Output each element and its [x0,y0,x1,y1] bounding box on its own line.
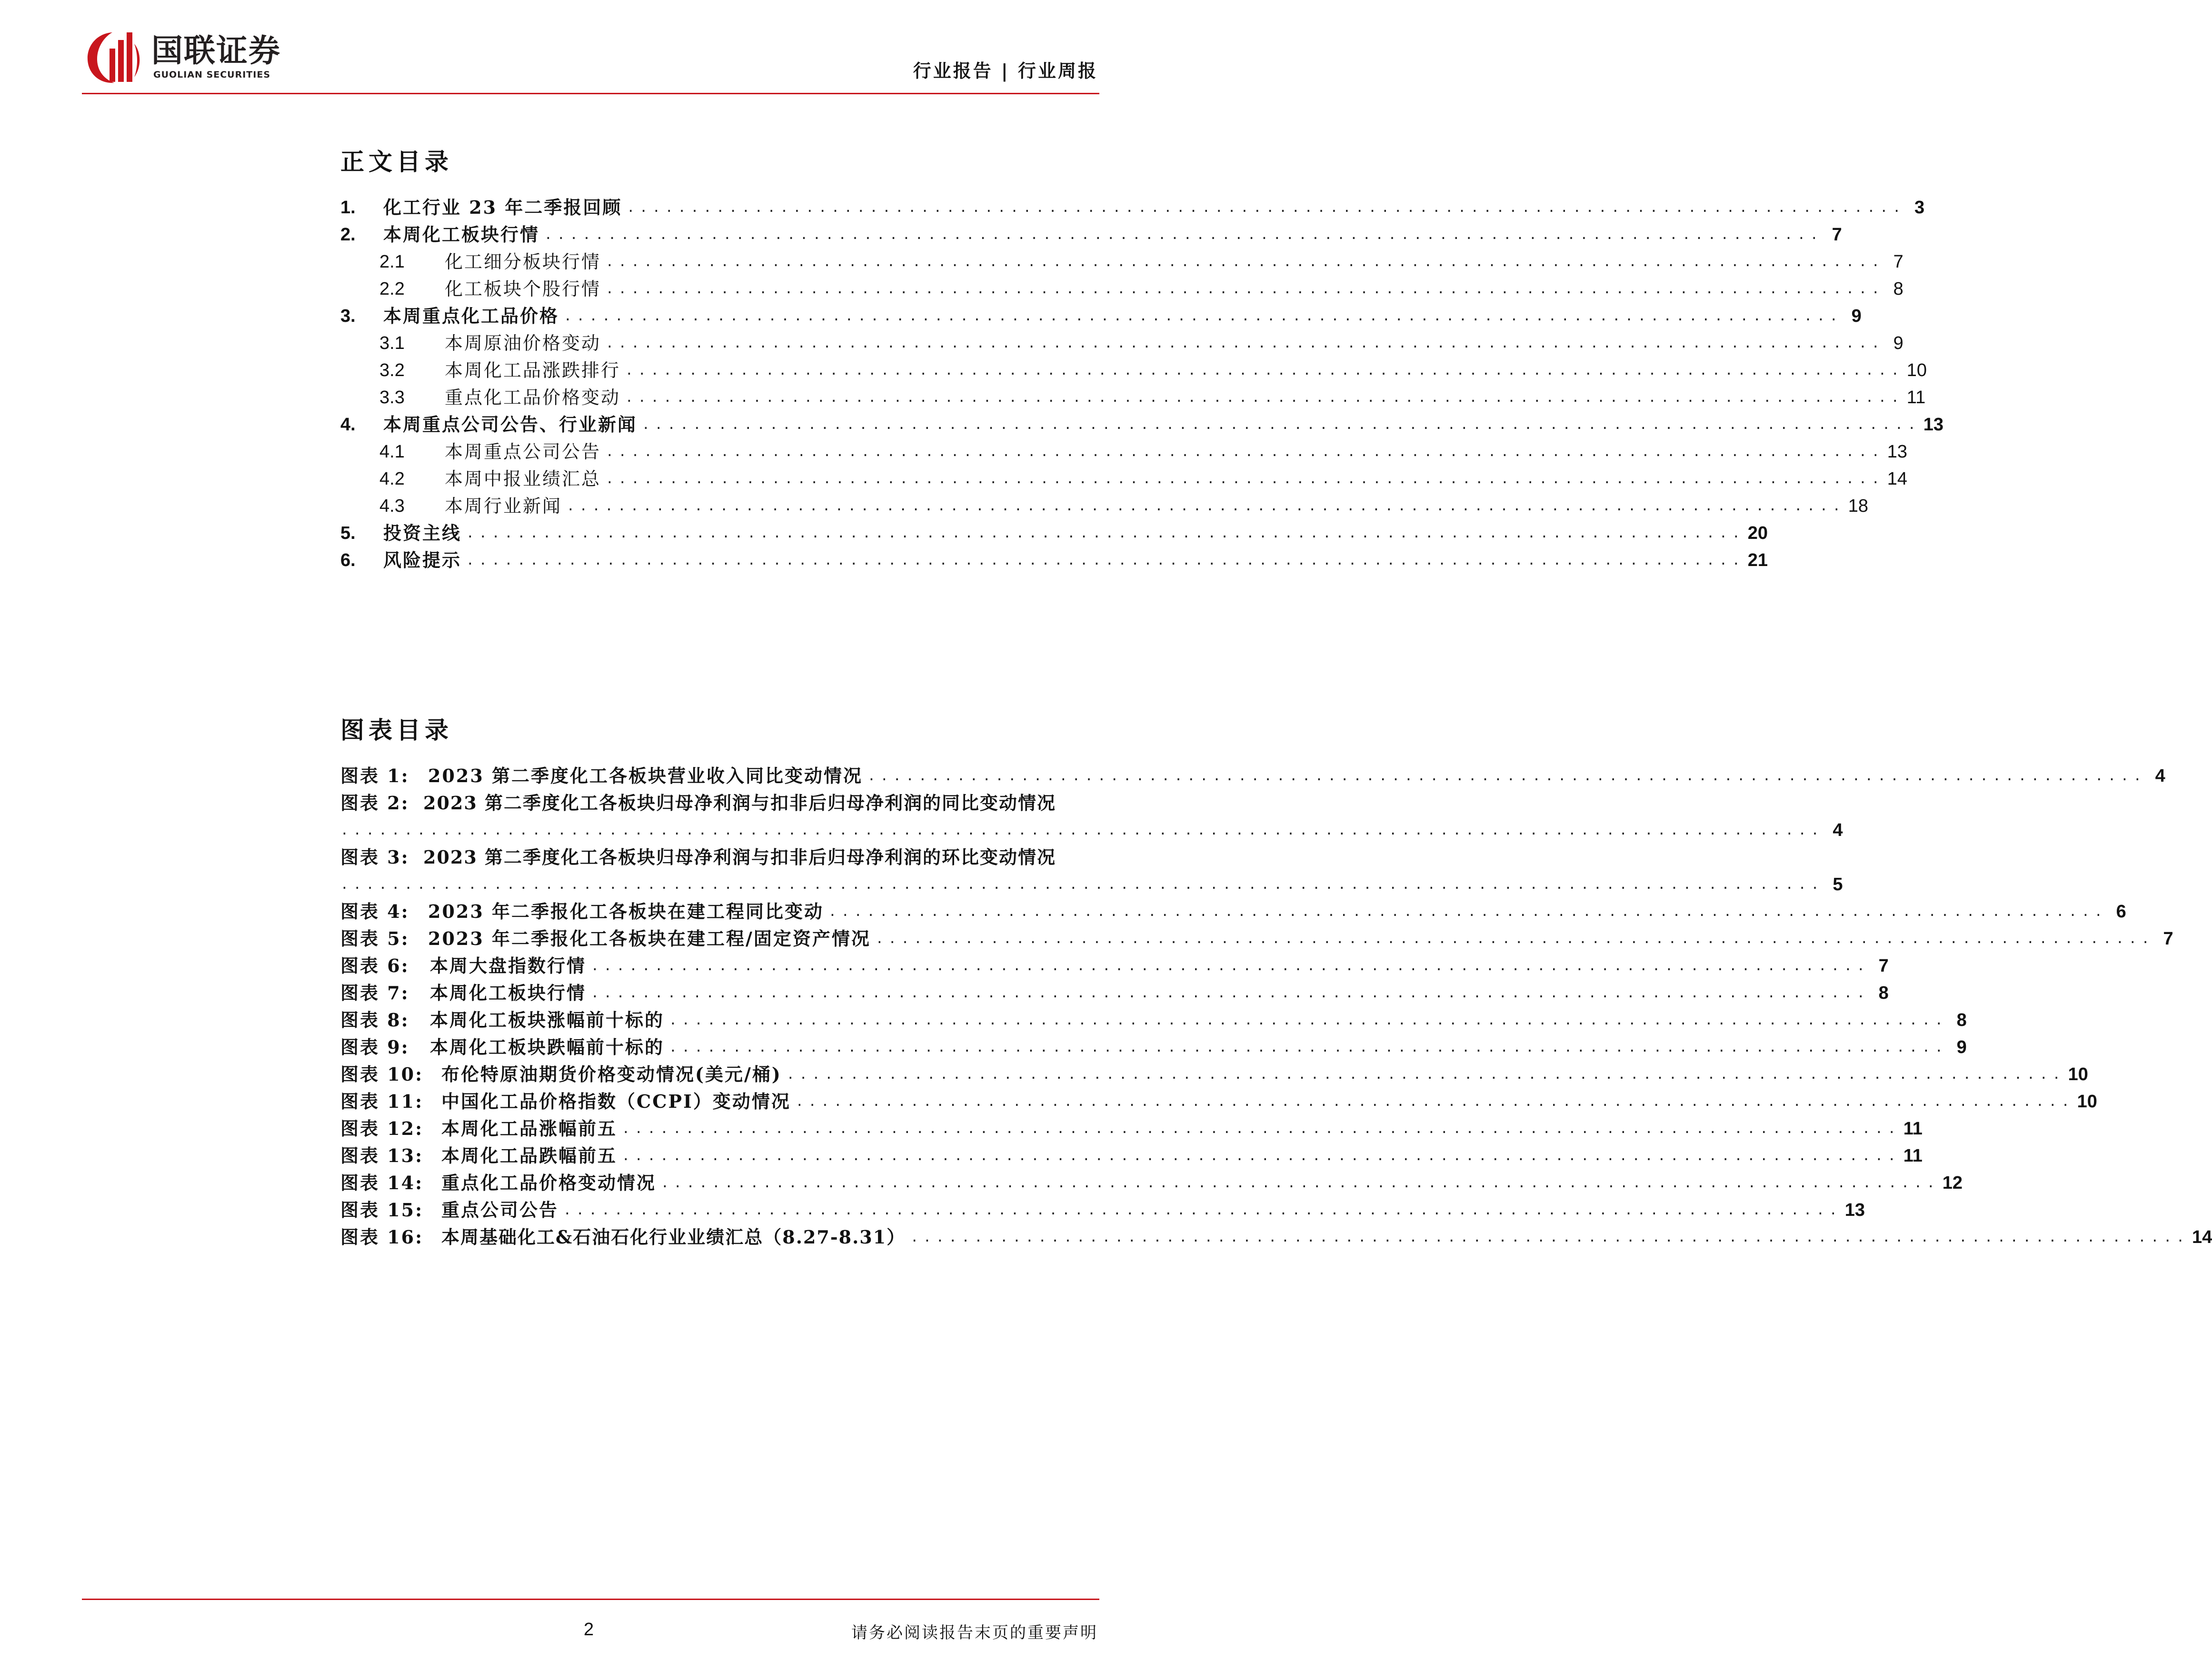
toc-item-label: 化工行业 23 年二季报回顾 [383,197,622,218]
logo-mark-icon [85,30,143,86]
figure-item-label: 本周化工板块涨幅前十标的 [430,1009,665,1031]
figure-item-label: 本周化工品跌幅前五 [441,1145,618,1166]
dot-leader: .................................................................................................... [544,227,1823,242]
figure-item-page: 14 [2192,1227,2212,1247]
figure-item[interactable] [340,898,2126,925]
toc-item[interactable] [340,194,1925,221]
figure-item[interactable] [340,790,1102,816]
toc-item-page: 7 [1893,252,1903,272]
dot-leader: .................................................................................................... [786,1066,2065,1082]
toc-item-page: 7 [1832,225,1842,245]
figure-item-label: 2023 年二季报化工各板块在建工程同比变动 [428,901,824,922]
figure-item-page: 12 [1942,1173,1963,1193]
figure-item-tag: 图表 2: [340,792,409,814]
figure-item[interactable] [340,1224,2212,1251]
dot-leader: .................................................................................................... [625,389,1904,405]
figure-item-label: 重点公司公告 [441,1199,559,1221]
figure-item-tag: 图表 7: [340,982,409,1004]
toc-item-label: 本周原油价格变动 [445,333,601,354]
dot-leader: .................................................................................................... [661,1175,1940,1191]
toc-item-page: 14 [1887,469,1908,489]
toc-subitem[interactable] [379,249,1903,275]
toc-item-page: 9 [1851,306,1862,326]
figure-item-label: 本周大盘指数行情 [430,955,587,976]
company-logo [85,30,304,87]
figure-item-continuation[interactable] [340,871,1843,898]
figure-item[interactable] [340,1034,1967,1061]
toc-item[interactable] [340,303,1862,329]
dot-leader: .................................................................................................... [867,768,2146,784]
figure-item-label: 本周化工板块跌幅前十标的 [430,1036,665,1058]
toc-item-number: 2.2 [379,279,405,299]
figure-item-page: 11 [1903,1146,1923,1166]
figure-item-tag: 图表 13: [340,1145,424,1166]
dot-leader: .................................................................................................... [591,985,1870,1001]
toc-item-number: 1. [340,198,356,218]
figure-item-label: 本周化工板块行情 [430,982,587,1004]
dot-leader: .................................................................................................... [622,1148,1901,1163]
dot-leader: .................................................................................................... [606,254,1884,269]
toc-item-label: 本周行业新闻 [445,496,562,517]
toc-item-number: 4.1 [379,442,405,462]
dot-leader: .................................................................................................... [606,335,1884,351]
figure-item-label: 重点化工品价格变动情况 [441,1172,657,1193]
figure-item[interactable] [340,953,1889,979]
dot-leader: .................................................................................................... [669,1012,1948,1028]
figure-item-tag: 图表 16: [340,1226,424,1248]
toc-item-page: 20 [1747,523,1768,543]
dot-leader: .................................................................................................... [627,199,1906,215]
contents-title: 正文目录 [340,148,453,176]
figure-item-tag: 图表 1: [340,765,409,786]
toc-item-label: 本周重点化工品价格 [383,305,559,327]
dot-leader: .................................................................................................... [910,1229,2189,1245]
toc-item-number: 3.3 [379,388,405,408]
figure-item-tag: 图表 10: [340,1064,424,1085]
figure-item-tag: 图表 14: [340,1172,424,1193]
toc-item[interactable] [340,520,1768,547]
figure-item[interactable] [340,980,1889,1006]
figure-item-page: 7 [1878,956,1889,976]
figure-item[interactable] [340,763,2165,789]
toc-item[interactable] [340,547,1768,574]
dot-leader: .................................................................................................... [669,1039,1948,1055]
dot-leader: .................................................................................................... [625,362,1904,378]
figure-item-tag: 图表 5: [340,928,409,949]
figure-item[interactable] [340,1007,1967,1034]
toc-item[interactable] [340,221,1842,248]
toc-item-label: 本周中报业绩汇总 [445,468,601,489]
toc-item[interactable] [340,411,1944,438]
figure-item-tag: 图表 3: [340,846,409,868]
figure-item-label: 2023 第二季度化工各板块归母净利润与扣非后归母净利润的同比变动情况 [423,792,1056,814]
figure-item-tag: 图表 4: [340,901,409,922]
figure-item-label: 2023 年二季报化工各板块在建工程/固定资产情况 [428,928,871,949]
figure-item[interactable] [340,1143,1923,1169]
figure-item[interactable] [340,1197,1865,1223]
figure-item-page: 8 [1878,983,1889,1003]
figure-item-label: 布伦特原油期货价格变动情况(美元/桶) [441,1064,782,1085]
toc-item-page: 3 [1914,198,1925,218]
dot-leader: .................................................................................................... [466,552,1745,568]
report-type-label: 行业报告 | 行业周报 [913,60,1098,81]
toc-item-label: 风险提示 [383,549,462,571]
figure-item-page: 10 [2068,1064,2088,1084]
toc-item-label: 本周化工板块行情 [383,224,540,245]
toc-subitem[interactable] [379,276,1903,302]
toc-subitem[interactable] [379,493,1869,519]
figure-item-page: 9 [1956,1037,1967,1057]
dot-leader: .................................................................................................... [606,471,1884,487]
toc-item-label: 本周化工品涨跌排行 [445,360,621,381]
figure-item[interactable] [340,1115,1923,1142]
figures-title: 图表目录 [340,716,453,744]
header-divider [82,93,1099,94]
dot-leader: .................................................................................................... [563,1202,1842,1218]
figure-item-tag: 图表 15: [340,1199,424,1221]
figure-item-label: 本周基础化工&石油石化行业业绩汇总（8.27-8.31） [441,1226,906,1248]
figure-item-page: 10 [2077,1092,2097,1112]
dot-leader: .................................................................................................... [567,498,1845,514]
logo-text-cn: 国联证券 [151,32,281,69]
dot-leader: .................................................................................................... [564,308,1843,324]
toc-item-page: 13 [1923,415,1944,435]
toc-subitem[interactable] [379,357,1927,384]
figure-item-page: 8 [1956,1010,1967,1030]
toc-item-number: 4. [340,415,356,435]
toc-subitem[interactable] [379,438,1908,465]
toc-item-label: 本周重点公司公告、行业新闻 [383,414,638,435]
toc-item-number: 6. [340,550,356,570]
dot-leader: .................................................................................................................... [340,876,1824,892]
toc-item-page: 9 [1893,333,1903,353]
toc-item-label: 化工板块个股行情 [445,278,601,299]
figure-item[interactable] [340,1170,1963,1196]
toc-item-page: 18 [1848,496,1869,516]
toc-item-number: 4.3 [379,496,405,516]
figure-item-label: 2023 第二季度化工各板块归母净利润与扣非后归母净利润的环比变动情况 [423,846,1056,868]
toc-item-label: 本周重点公司公告 [445,441,601,462]
dot-leader: .................................................................................................... [795,1093,2074,1109]
figure-item[interactable] [340,844,1102,871]
figure-item-continuation[interactable] [340,817,1843,844]
figure-item-tag: 图表 12: [340,1118,424,1139]
figure-item-page: 4 [2155,766,2165,786]
toc-item-page: 13 [1887,442,1908,462]
figure-item-page: 11 [1903,1119,1923,1139]
figure-item-page: 6 [2116,902,2126,922]
figure-item[interactable] [340,1088,2097,1115]
dot-leader: .................................................................................................................... [340,822,1824,838]
figure-item-tag: 图表 11: [340,1091,424,1112]
figure-item-tag: 图表 8: [340,1009,409,1031]
toc-item-number: 4.2 [379,469,405,489]
figure-item-page: 7 [2163,929,2173,949]
footer-divider [82,1599,1099,1600]
toc-item-number: 2.1 [379,252,405,272]
toc-item-page: 11 [1906,388,1926,408]
toc-item-label: 化工细分板块行情 [445,251,601,272]
dot-leader: .................................................................................................... [828,904,2107,919]
toc-item-number: 3.1 [379,333,405,353]
dot-leader: .................................................................................................... [606,444,1884,459]
toc-subitem[interactable] [379,330,1903,357]
figure-item-tag: 图表 9: [340,1036,409,1058]
dot-leader: .................................................................................................... [466,525,1745,541]
toc-item-page: 21 [1747,550,1768,570]
toc-item-number: 3.2 [379,360,405,380]
page-number: 2 [584,1620,594,1640]
toc-item-number: 2. [340,225,356,245]
dot-leader: .................................................................................................... [606,281,1884,297]
dot-leader: .................................................................................................... [591,958,1870,974]
toc-item-page: 8 [1893,279,1903,299]
figure-item-label: 2023 第二季度化工各板块营业收入同比变动情况 [428,765,863,786]
toc-subitem[interactable] [379,384,1926,411]
figure-item-label: 中国化工品价格指数（CCPI）变动情况 [441,1091,791,1112]
toc-item-page: 10 [1906,360,1927,380]
figure-item[interactable] [340,925,2173,952]
dot-leader: .................................................................................................... [642,417,1921,432]
logo-text-en: GUOLIAN SECURITIES [153,70,270,80]
toc-item-number: 5. [340,523,356,543]
dot-leader: .................................................................................................... [622,1121,1901,1136]
figure-item[interactable] [340,1061,2088,1088]
figure-item-label: 本周化工品涨幅前五 [441,1118,618,1139]
figure-item-page: 5 [1833,875,1843,895]
figure-item-page: 13 [1844,1200,1865,1220]
dot-leader: .................................................................................................... [875,931,2154,946]
toc-subitem[interactable] [379,466,1908,492]
footer-disclaimer: 请务必阅读报告末页的重要声明 [851,1623,1098,1642]
toc-item-label: 重点化工品价格变动 [445,387,621,408]
toc-item-number: 3. [340,306,356,326]
toc-item-label: 投资主线 [383,522,462,544]
figure-item-tag: 图表 6: [340,955,409,976]
figure-item-page: 4 [1833,820,1843,840]
